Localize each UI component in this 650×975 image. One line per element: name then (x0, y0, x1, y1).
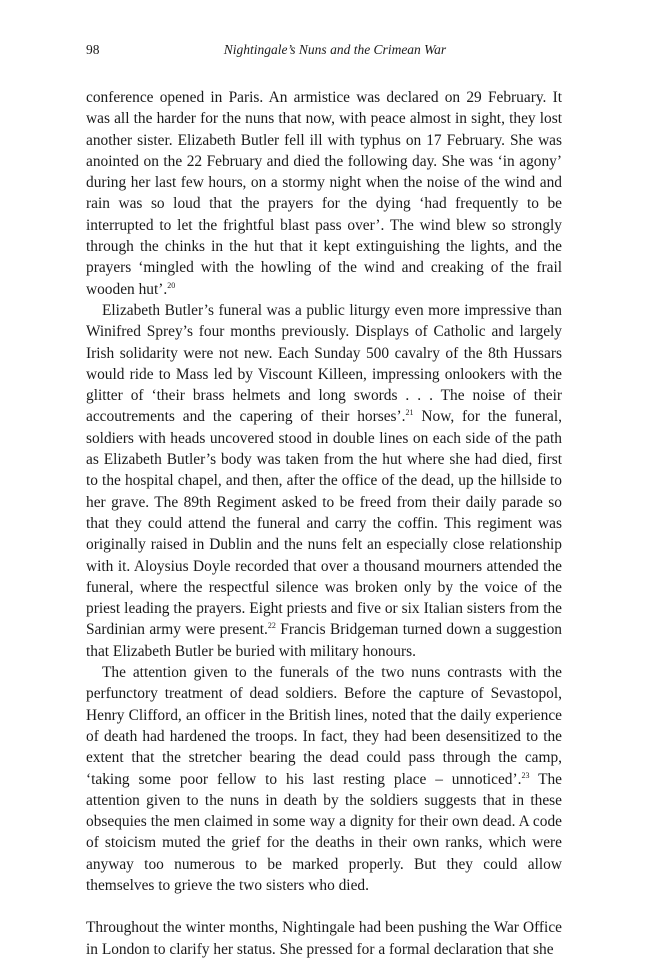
body-text (86, 87, 562, 960)
footnote-ref-20: 20 (167, 280, 176, 290)
paragraph-4 (86, 917, 562, 960)
paragraph-2 (86, 300, 562, 662)
paragraph-text: Now, for the funeral, soldiers with heads uncovered stood in double lines on each side of the path as Elizabeth Butler’s body was taken from the hut where she had died, first to the hospital chapel, and then, after the office of the dead, up the hillside to her grave. The 89th Regiment asked to be freed from their daily parade so that they could attend the funeral and carry the coffin. This regiment was originally raised in Dublin and the nuns felt an especially close relationship with it. Aloysius Doyle recorded that over a thousand mourners attended the funeral, where the respectful silence was broken only by the voice of the priest leading the prayers. Eight priests and five or six Italian sisters from the Sardinian army were present. (86, 408, 562, 639)
paragraph-3 (86, 662, 562, 896)
paragraph-text: The attention given to the funerals of the two nuns contrasts with the perfunctory treatment of dead soldiers. Before the capture of Sevastopol, Henry Clifford, an officer in the British lines, noted that the daily experience of death had hardened the troops. In fact, they had been desensitized to the extent that the stretcher bearing the dead could pass through the camp, ‘taking some poor fellow to his last resting place – unnoticed’. (86, 664, 562, 788)
footnote-ref-23: 23 (521, 770, 530, 780)
running-title: Nightingale’s Nuns and the Crimean War (223, 42, 447, 57)
paragraph-text: Throughout the winter months, Nightingale had been pushing the War Office in London to clarify her status. She pressed for a formal declaration that she (86, 919, 562, 958)
page-number: 98 (86, 42, 100, 57)
paragraph-1 (86, 87, 562, 300)
footnote-ref-22: 22 (267, 621, 276, 631)
footnote-ref-21: 21 (405, 408, 414, 418)
paragraph-text: conference opened in Paris. An armistice was declared on 29 February. It was all the harder for the nuns that now, with peace almost in sight, they lost another sister. Elizabeth Butler fell ill with typhus on 17 February. She was anointed on the 22 February and died the following day. She was ‘in agony’ during her last few hours, on a stormy night when the noise of the wind and rain was so loud that the prayers for the dying ‘had frequently to be interrupted to let the frightful blast pass over’. The wind blew so strongly through the chinks in the hut that it kept extinguishing the lights, and the prayers ‘mingled with the howling of the wind and creaking of the frail wooden hut’. (86, 89, 562, 298)
paragraph-text: Elizabeth Butler’s funeral was a public liturgy even more impressive than Winifred Sprey’s four months previously. Displays of Catholic and largely Irish solidarity were not new. Each Sunday 500 cavalry of the 8th Hussars would ride to Mass led by Viscount Killeen, impressing onlookers with the glitter of ‘their brass helmets and long swords . . . The noise of their accoutrements and the capering of their horses’. (86, 301, 562, 426)
paragraph-text: Francis Bridgeman turned down a suggestion that Elizabeth Butler be buried with military honours. (86, 621, 562, 660)
paragraph-text: The attention given to the nuns in death by the soldiers suggests that in these obsequies the men claimed in some way a dignity for their own dead. A code of stoicism muted the grief for the deaths in their own ranks, which were anyway too numerous to be marked properly. But they could allow themselves to grieve the two sisters who died. (86, 770, 563, 894)
running-header (86, 42, 564, 58)
